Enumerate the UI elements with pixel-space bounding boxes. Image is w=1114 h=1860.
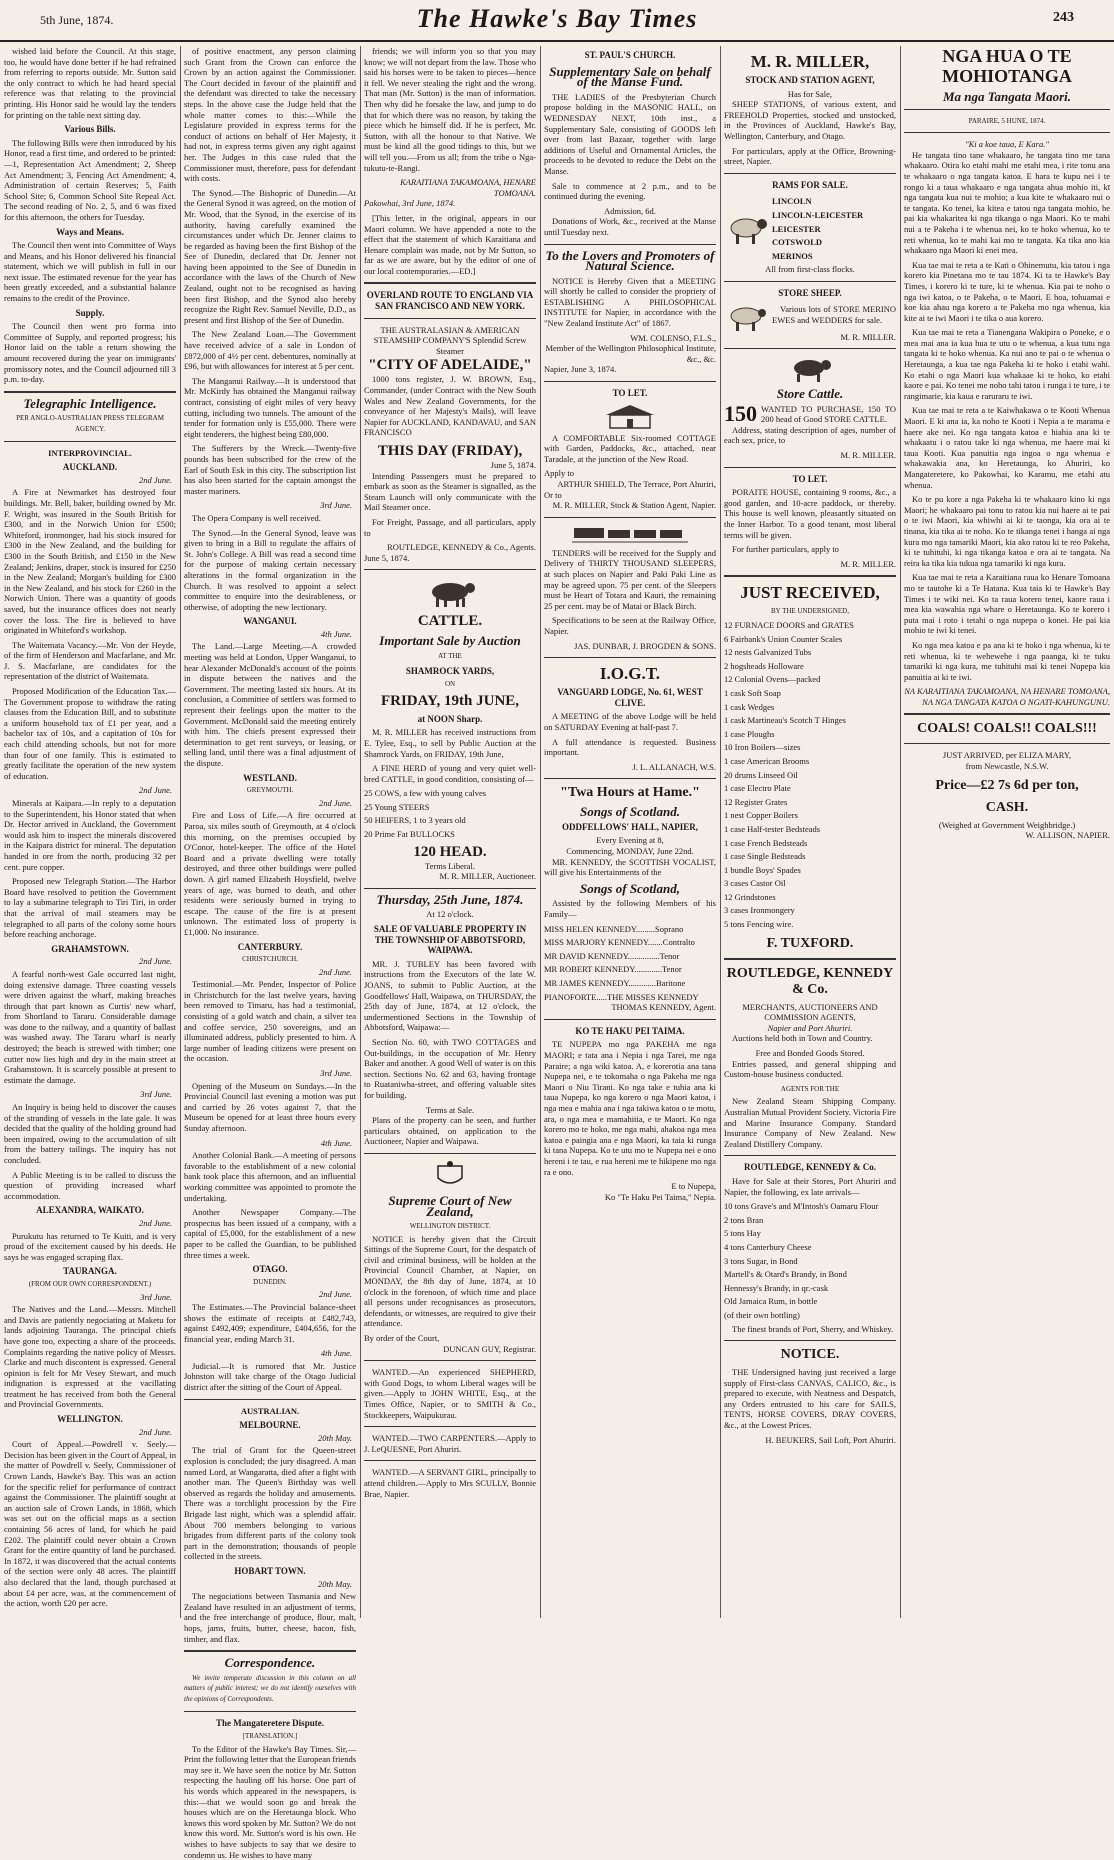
ad-text: Admission, 6d.: [604, 205, 656, 216]
ad-text: 1000 tons register, J. W. BROWN, Esq., Commander, (under Contract with the New South Wales and New Zealand Governments, for the conveyance of her Majesty's Mails), will leave Napier for AUCKLAND, KANDAVAU, and SAN FRANCISCO: [364, 374, 536, 438]
article-text: The Synod.—In the General Synod, leave was given to bring in a Bill to regulate the affairs of St. John's College. A Bill was read a second time for the purpose of making certain necessary alterations in the formal organization in the Church. It was resolved to appoint a select committee to enquire into the desirableness, or otherwise, of adopting the new lectionary.: [184, 527, 356, 612]
ad-date-big: FRIDAY, 19th JUNE,: [380, 692, 520, 709]
dateline: 2nd June.: [138, 785, 172, 796]
ad-text: Various lots of STORE MERINO EWES and WEDDERS for sale.: [772, 303, 896, 325]
ad-text: MR. J. TUBLEY has been favored with instructions from the Executors of the late W. JOANS, to submit to Public Auction, at the Goodfellows' Hall, Waipawa, on THURSDAY, the 25th day of June, 1874, at 12 o'clock, the undermentioned Sections in the Township of Abbotsford, Waipawa:—: [364, 958, 536, 1033]
goods-item: 3 cases Castor Oil: [724, 878, 786, 889]
ad-heading: "Twa Hours at Hame.": [560, 785, 700, 801]
ad-signature: JAS. DUNBAR, J. BROGDEN & SONS.: [574, 640, 716, 651]
goods-item: 1 cask Martineau's Scotch T Hinges: [724, 715, 846, 726]
ad-subheading: Songs of Scotland.: [579, 804, 681, 820]
performer-item: MR DAVID KENNEDY...............Tenor: [544, 950, 680, 961]
cattle-item: 25 COWS, a few with young calves: [364, 788, 487, 799]
ad-signature: ARTHUR SHIELD, The Terrace, Port Ahuriri,: [557, 479, 716, 489]
ad-text: JUST ARRIVED, per ELIZA MARY,: [942, 750, 1072, 761]
ad-text: A FINE HERD of young and very quiet well-bred CATTLE, in good condition, consisting of—: [364, 763, 536, 784]
ad-total: 120 HEAD.: [413, 843, 487, 860]
goods-item: (of their own bottling): [724, 1309, 800, 1320]
article-text: The Waitemata Vacancy.—Mr. Von der Heyde, of the firm of Henderson and Macfarlane, and Mr. J. S. Macfarlane, are candidates for the representation of the district of Waitemata.: [4, 639, 176, 682]
goods-item: 1 case Ploughs: [724, 728, 775, 739]
performer-item: MR JAMES KENNEDY.............Baritone: [544, 978, 686, 988]
letter-text: To the Editor of the Hawke's Bay Times. Sir,—Print the following letter that the European friends may see it. We have seen the notice by Mr. Sutton respecting the hauling off his horse. One part of his words which appeared in the newspapers, is this:—that we would soon go and break the houses which are on the Heretaunga block. Who knows this word spoken by Mr. Sutton? We do not know this word. Mr. Sutton's word is his own. He wishes to have subjects to say that we desire to condemn us. He wishes to have many: [184, 1743, 356, 1860]
place-heading: WELLINGTON.: [57, 1414, 123, 1425]
ad-text: MR. KENNEDY, the SCOTTISH VOCALIST, will give his Entertainments of the: [544, 856, 716, 878]
article-text: Purukutu has returned to Te Kuiti, and is very proud of the excitement caused by his deeds. He says he was engaged scraping flax.: [4, 1230, 176, 1262]
maori-date: PARAIRE, 5 HUNE, 1874.: [968, 116, 1046, 125]
ship-name: "CITY OF ADELAIDE,": [368, 357, 532, 374]
ad-text: Free and Bonded Goods Stored.: [755, 1048, 865, 1059]
dateline: 3rd June.: [320, 1068, 352, 1079]
performer-list: [544, 924, 716, 989]
dateline: 2nd June.: [318, 966, 352, 977]
ad-text: For particulars, apply at the Office, Browning-street, Napier.: [724, 145, 896, 167]
maori-text: Kua tae mai te reta a Karaitiana raua ko Henare Tomoana mo te tautohe ki a Te Hatana. Kua taia ki te Hawke's Bay Times i te wiki nei. Ko ta raua korero tenei, kaore raua i mea kia wawahia nga whare o Heretaunga. Ko te korero i puta mai i roto i tetahi o nga nupepa o konei. He pai kia mohio te iwi ki tenei.: [904, 572, 1110, 636]
ad-signature: Member of the Wellington Philosophical Institute, &c., &c.: [545, 343, 716, 364]
ad-price: Price—£2 7s 6d per ton,: [935, 777, 1079, 793]
ad-text: (Weighed at Government Weighbridge.): [938, 819, 1076, 830]
dateline: 2nd June.: [138, 474, 172, 485]
article-text: Judicial.—It is rumored that Mr. Justice Johnston will take charge of the Otago Judicial district after the sitting of the Court of Appeal.: [184, 1360, 356, 1393]
cattle-item: 20 Prime Fat BULLOCKS: [364, 829, 455, 840]
editorial-note: We invite temperate discussion in this column on all matters of public interest; we do not identify ourselves with the opinions of Correspondents.: [184, 1673, 356, 1703]
ad-text: WANTED.—A SERVANT GIRL, principally to attend children.—Apply to Mrs SCULLY, Bonnie Brae, Napier.: [364, 1467, 536, 1499]
ad-signature: H. BEUKERS, Sail Loft, Port Ahuriri.: [765, 1434, 896, 1445]
ad-text: Address, stating description of ages, number of each sex, price, to: [724, 424, 896, 446]
breed-item: LINCOLN-LEICESTER: [772, 209, 864, 220]
ad-heading: STORE SHEEP.: [778, 287, 842, 298]
goods-item: Martell's & Otard's Brandy, in Bond: [724, 1269, 847, 1280]
section-heading: Supply.: [75, 307, 105, 318]
maori-section-title: NGA HUA O TE MOHIOTANGA: [942, 46, 1072, 86]
goods-item: 12 Grindstones: [724, 891, 776, 902]
article-text: The Opera Company is well received.: [192, 512, 321, 523]
ad-heading: COALS! COALS!! COALS!!!: [917, 721, 1097, 737]
article-text: Proposed new Telegraph Station.—The Harbor Board have resolved to petition the Government to lay a submarine telegraph to Tiri Tiri, in order that the arrival of mail steamers may be telegraphed to all parts of the colony some hours before reaching anchorage.: [4, 876, 176, 940]
article-text: The Synod.—The Bishopric of Dunedin.—At the General Synod it was agreed, on the motion of Mr. Wood, that the Synod, in the exercise of its authority, having carefully examined the circumstances under which Dr. Jenner claims to be regarded as having been the first Bishop of the See of Dunedin, declared that Dr. Jenner not having been appointed to the See of Dunedin in accordance with the laws of the Church of New Zealand, ought not to be recognised as having been first Bishop, and the Synod also hereby recognize the Right Rev. Samuel Neville, D.D., as present and first Bishop of the See of Dunedin.: [184, 187, 356, 325]
place-subheading: GREYMOUTH.: [246, 786, 294, 795]
ad-text: A COMFORTABLE Six-roomed COTTAGE with Garden, Paddocks, &c., attached, near Taradale, at the junction of the New Road.: [544, 432, 716, 464]
article-text: The Land.—Large Meeting.—A crowded meeting was held at London, Upper Wanganui, to hear Alexander McDonald's account of the points in dispute between the natives and the Government. The meeting lasted six hours. At its conclusion, a Committee of settlers was formed to represent their feelings upon the matter to the Government. McDonald said the meeting entirely with him. The chiefs present expressed their determination to get rent surveys, or leasing, or selling land, until there was a final adjustment of the dispute.: [184, 641, 356, 768]
article-text: An Inquiry is being held to discover the causes of the stranding of vessels in the late gale. It was decided that the quality of the holding ground had been impaired, owing to the accumulation of silt from the battery tailings. The inquiry has not concluded.: [4, 1102, 176, 1165]
dateline: 2nd June.: [318, 1289, 352, 1300]
maori-motto: "Ki a koe taua, E Kara.": [965, 139, 1049, 150]
ad-big-number: 150: [724, 400, 757, 426]
place-heading: AUCKLAND.: [62, 462, 118, 473]
ad-signature: M. R. MILLER.: [840, 450, 896, 461]
ad-text: Assisted by the following Members of his Family—: [544, 898, 716, 920]
goods-item: 1 cask Wedges: [724, 701, 775, 712]
dateline: 20th May.: [318, 1578, 352, 1589]
ad-text: For Freight, Passage, and all particulars, apply to: [364, 516, 536, 538]
maori-text: TE NUPEPA mo nga PAKEHA me nga MAORI; e tata ana i Nepia i nga Tarei, me nga Paraire; a nga wiki katoa. A, e korerotia ana tana Nupepa nei, e te tokomaha o nga Pakeha me nga Maori o Niu Tirani. Ko nga take e tuhia ana ki taua Nupepa, ko nga korero o nga Maori katoa, i nga mea e mahia ana i nga takiwa katoa o te motu, ara, o nga mea e mamahitia, e te Maori. Ko nga korero mo te hoko, me nga mahi, ahakoa nga mea katoa e paingia ana e nga Maori, ka taia ki runga ki tana Nupepa. Ko te utu mo te Nupepa nei e ono hereni i te tau, e rua hereni me te hikipene mo nga ra e ono.: [544, 1039, 716, 1177]
place-heading: WESTLAND.: [243, 772, 297, 783]
cattle-item: 25 Young STEERS: [364, 801, 430, 812]
ram-icon: [724, 212, 768, 246]
performer-item: MISS HELEN KENNEDY.........Soprano: [544, 923, 684, 934]
ad-subheading: STOCK AND STATION AGENT,: [745, 75, 875, 85]
article-text: The New Zealand Loan.—The Government have received advice of a sale in London of £872,000 of 4½ per cent. debentures, nominally at £96, but with allowances for interest at 5 per cent.: [184, 329, 356, 372]
goods-item: 2 tons Bran: [724, 1214, 764, 1225]
ad-heading: OVERLAND ROUTE TO ENGLAND VIA SAN FRANCISCO AND NEW YORK.: [366, 290, 534, 312]
letter-signature: KARAITIANA TAKAMOANA, HENARE TOMOANA.: [400, 177, 536, 198]
train-icon: [570, 524, 690, 544]
ad-signature: DUNCAN GUY, Registrar.: [443, 1343, 536, 1354]
ad-text: Specifications to be seen at the Railway Office, Napier.: [544, 615, 716, 636]
place-heading: ALEXANDRA, WAIKATO.: [36, 1205, 144, 1216]
column-3: [364, 46, 536, 1618]
goods-item: 1 case Electro Plate: [724, 783, 791, 794]
ad-text: WANTED.—TWO CARPENTERS.—Apply to J. LeQUESNE, Port Ahuriri.: [364, 1433, 536, 1454]
cattle-item: 50 HEIFERS, 1 to 3 years old: [364, 815, 466, 826]
goods-item: 5 tons Hay: [724, 1228, 761, 1239]
ad-heading: Store Cattle.: [776, 386, 844, 402]
dateline: 4th June.: [320, 1137, 352, 1148]
ad-text: Apply to: [544, 468, 574, 479]
ad-text: Intending Passengers must be prepared to embark as soon as the Steamer is signalled, as the Steam Launch will only communicate with the Mail Steamer once.: [364, 470, 536, 513]
article-text: A Fire at Newmarket has destroyed four buildings. Mr. Bell, baker, building owned by Mr. F. Wright, was insured in the South British for £300, and in the Norwich Union for £500; Whiteford, ironmonger, had his stock insured for £300 in the New Zealand, and the building for £300 in the South British, and £150 in the New Zealand; Jenkins, draper, stock is insured for £250 in the New Zealand; Morgan's building for £300 in the New Zealand, and his stock for £260 in the Norwich Union. There was a quantity of goods saved, but the insurance offices does not nearly cover the loss. The fire is believed to have originated in Whiteford's workshop.: [4, 487, 176, 636]
ad-subheading: VANGUARD LODGE, No. 61, WEST CLIVE.: [557, 687, 703, 708]
ad-date: June 5, 1874.: [490, 460, 536, 470]
ad-text: SHEEP STATIONS, of various extent, and FREEHOLD Properties, stocked and unstocked, in the Provinces of Auckland, Hawke's Bay, Wellington, Canterbury, and Otago.: [724, 99, 896, 141]
maori-text: Ko te pu kore a nga Pakeha ki te whakaaro kino ki nga Maori; he whakaaro pai tonu to ratou kia nui haere ai te pai o te iwi Maori, kia whiwhi ai ki te taonga, kia ora ai te tinana, kia tika ai te noho. Ko te tikanga tenei i hanga ai nga kura mo nga tamariki Maori, kia ako ratou ki te reo Pakeha, ki te tuhituhi, ki nga tikanga katoa e ora ai te tangata. Na reira ka tika kia tukua nga tamariki ki nga kura.: [904, 494, 1110, 568]
goods-item: 1 case American Brooms: [724, 755, 810, 766]
ad-text: Section No. 60, with TWO COTTAGES and Out-buildings, in the occupation of Mr. Henry Baker and another. A good Well of water is on this section. Sections No. 62 and 63, having frontage to Ruataniwha-street, and offering valuable sites for building.: [364, 1036, 536, 1100]
column-1: [4, 46, 176, 1618]
dateline: 3rd June.: [320, 500, 352, 511]
goods-item: 1 case French Bedsteads: [724, 837, 808, 848]
maori-section-subtitle: Ma nga Tangata Maori.: [942, 89, 1072, 104]
article-text: The trial of Grant for the Queen-street explosion is concluded; the jury disagreed. A man named Lord, at Wangaratta, died after a fight with another man. The Queen's Birthday was well observed as regards the holiday and amusements. There was a torchlight procession by the Fire Brigade last night, which was a splendid affair. About 700 members belonging to various brigades from different parts of the colony took part in the demonstration; thousands of people collected in the streets.: [184, 1445, 356, 1562]
maori-text: Kua tae mai te reta a Tianengana Wakipira o Poneke, e o mea mai ana ia kua hua te utu o te whenua, a kua tutu nga tangata ki te hoko whenua. Ka nui ano te pai o te whenua o Heretaunga, a kua tae nga Pakeha ki te hoko i etahi wahi. Ko etahi o nga Maori kua whakaae ki te hoko, ko etahi kaore e pai. Ko tenei me noho tahi tatou i runga i te ture, i te rangimarie, kia kaua e raruraru te iwi.: [904, 327, 1110, 401]
goods-item: 6 Fairbank's Union Counter Scales: [724, 633, 843, 644]
place-heading: WANGANUI.: [243, 616, 297, 627]
dateline: 4th June.: [320, 628, 352, 639]
ad-text: New Zealand Steam Shipping Company. Australian Mutual Provident Society. Victoria Fire and Marine Insurance Company. Standard Insurance Company of New Zealand. New Zealand Distillery Company.: [724, 1096, 896, 1149]
ad-text: TENDERS will be received for the Supply and Delivery of THIRTY THOUSAND SLEEPERS, at such places on Napier and Paki Paki Line as may be agreed upon. 75 per cent. of the Sleepers must be Heart of Totara and Kauri, the remaining 25 per cent. may be of Matai or Black Birch.: [544, 547, 716, 611]
cattle-icon: [785, 355, 835, 383]
ad-text: Entries passed, and general shipping and Custom-house business conducted.: [724, 1058, 896, 1080]
goods-item: 12 Colonial Ovens—packed: [724, 674, 821, 685]
column-divider: [720, 46, 721, 1618]
ad-text: Plans of the property can be seen, and further particulars obtained, on application to the Auctioneer, Napier and Waipawa.: [364, 1115, 536, 1147]
ad-venue: SHAMROCK YARDS,: [405, 665, 495, 676]
cow-icon: [420, 576, 480, 608]
section-title: Correspondence.: [224, 1655, 316, 1671]
column-5: [724, 46, 896, 1618]
ad-text: AT THE: [438, 651, 462, 660]
ad-terms: Terms at Sale.: [425, 1104, 475, 1115]
sheep-icon: [724, 302, 768, 332]
performer-item: MISS MARJORY KENNEDY.......Contralto: [544, 937, 695, 948]
goods-item: 12 FURNACE DOORS and GRATES: [724, 620, 854, 630]
ad-heading: RAMS FOR SALE.: [772, 179, 848, 190]
article-text: The following Bills were then introduced by his Honor, read a first time, and ordered to be printed:—1, Representation Act Amendment; 2, Sheep Act Amendment; 3, Fencing Act Amendment; 4, Administration of certain Reserves; 5, Faith School Site; 6, Common School Site Repeal Act. The second reading of No. 2, 5, and 6 was fixed for this afternoon, the others for Tuesday.: [4, 137, 176, 222]
dateline: 2nd June.: [318, 797, 352, 808]
ad-signature: E to Nupepa,: [671, 1181, 716, 1192]
ad-text: from Newcastle, N.S.W.: [965, 761, 1049, 772]
goods-item: 1 case Half-tester Bedsteads: [724, 823, 821, 834]
place-heading: HOBART TOWN.: [234, 1565, 306, 1576]
cattle-list: [364, 788, 536, 839]
column-divider: [180, 46, 181, 1618]
ad-text: M. R. MILLER has received instructions from E. Tylee, Esq., to sell by Public Auction at the Shamrock Yards, on FRIDAY, 19th June,: [364, 727, 536, 759]
goods-item: 12 nests Galvanized Tubs: [724, 647, 812, 658]
column-6: [904, 46, 1110, 1618]
ad-text: PIANOFORTE.....THE MISSES KENNEDY: [544, 991, 699, 1002]
article-text: A fearful north-west Gale occurred last night, doing extensive damage. Three coasting vessels were driven against the wharf, making breaches through that part known as Curtis' new wharf, from Shortland to Tararu. Considerable damage was done to the railway, and a quantity of ballast was washed away. The Tararu wharf is nearly destroyed; the beach is strewed with timber; one cutter now lies high and dry in the main street at Grahamstown. It is scarcely possible at present to estimate the damage.: [4, 968, 176, 1085]
ad-subheading: SALE OF VALUABLE PROPERTY IN THE TOWNSHIP OF ABBOTSFORD, WAIPAWA.: [373, 924, 527, 956]
ad-signature: M. R. MILLER.: [840, 331, 896, 342]
ad-subheading: THE AUSTRALASIAN & AMERICAN STEAMSHIP COMPANY'S Splendid Screw Steamer: [373, 324, 527, 356]
page-number: 243: [1053, 10, 1074, 25]
column-divider: [900, 46, 901, 1618]
masthead: [0, 0, 1114, 42]
ad-heading: JUST RECEIVED,: [740, 583, 880, 603]
dateline: 3rd June.: [140, 1089, 172, 1100]
goods-list-2: [724, 1215, 896, 1321]
ad-time: Every Evening at 8,: [596, 835, 664, 846]
ad-subheading: WELLINGTON DISTRICT.: [409, 1222, 491, 1231]
ad-heading: TO LET.: [792, 473, 828, 484]
ad-text: THE Undersigned having just received a large supply of First-class CANVAS, CALICO, &c., is prepared to execute, with Neatness and Despatch, any Orders entrusted to his care for SAILS, TENTS, HORSE COVERS, DRAY COVERS, &c., at the Lowest Prices.: [724, 1367, 896, 1431]
ad-signature: Ko "Te Haku Pei Taima," Nepia.: [604, 1191, 716, 1202]
section-heading: Ways and Means.: [56, 226, 124, 237]
ad-terms: CASH.: [985, 799, 1029, 815]
article-text: Minerals at Kaipara.—In reply to a deputation to the Superintendent, his Honor stated that when Dr. Hector arrived in Auckland, the Government would ask him to inspect the minerals discovered in the Kaipara district for mineral. The deputation handed in ore from the north, producing 32 per cent. pure copper.: [4, 798, 176, 872]
dateline: 2nd June.: [138, 1426, 172, 1437]
article-text: Testimonial.—Mr. Pender, Inspector of Police in Christchurch for the last twelve years, having been removed to Timaru, has had a testimonial, consisting of a gold watch and chain, a silver tea and coffee service, 250 sovereigns, and an illuminated address, publicly presented to him. A large number of leading citizens were present on the occasion.: [184, 979, 356, 1064]
ad-signature: W. ALLISON, NAPIER.: [1025, 830, 1110, 841]
ad-heading: KO TE HAKU PEI TAIMA.: [575, 1025, 685, 1036]
dateline: 2nd June.: [138, 956, 172, 967]
dateline: 3rd June.: [140, 1291, 172, 1302]
ad-text: THE LADIES of the Presbyterian Church propose holding in the MASONIC HALL, on WEDNESDAY NEXT, 10th inst., a Supplementary Sale, consisting of GOODS left over from last Bazaar, together with large additions of Useful and Ornamental Articles, the proceeds to be devoted to reduce the Debt on the Manse.: [544, 91, 716, 176]
article-text: A Public Meeting is to be called to discuss the question of providing increased wharf accommodation.: [4, 1169, 176, 1201]
article-text: Another Colonial Bank.—A meeting of persons favorable to the establishment of a new colonial bank took place this afternoon, and an influential working committee was appointed to promote the undertaking.: [184, 1150, 356, 1203]
ad-time: at NOON Sharp.: [417, 713, 483, 724]
ad-signature: ROUTLEDGE, KENNEDY & Co., Agents.: [387, 542, 536, 553]
ad-date: Commencing, MONDAY, June 22nd.: [566, 846, 694, 857]
ad-signature: M. R. MILLER, Auctioneer.: [439, 871, 536, 882]
maori-text: Kua tae mai te reta a te Kati o Ohinemutu, kia tatou i nga korero kia Pinetana mo te tau 1874. Ki ta te Hawke's Bay Times, i korero ki te ture, ki te whenua. Kia pai te noho o nga iwi katoa, o te Pakeha, o te Maori. E hoa, tohuamai e koe kia ahau nga korero a te Pakeha mo nga whenua, kia kite ai te iwi Maori i te tika o aua korero.: [904, 259, 1110, 323]
article-text: The Estimates.—The Provincial balance-sheet shows the estimate of receipts at £482,743, against £492,409; expenditure, £404,656, for the financial year, ending March 31.: [184, 1301, 356, 1344]
ad-text: The finest brands of Port, Sherry, and Whiskey.: [732, 1323, 894, 1334]
ad-text: NOTICE is hereby given that the Circuit Sittings of the Supreme Court, for the despatch of civil and criminal business, will be holden at the Provincial Council Chamber, at Napier, on MONDAY, the 8th day of June, 1874, at 10 o'clock in the forenoon, of which time and place all persons under recognisances as prosecutors, defendants, or witnesses, are required to give their attendance.: [364, 1233, 536, 1329]
ad-text: 10 tons Grave's and M'Intosh's Oamaru Flour: [724, 1201, 879, 1212]
ad-time: At 12 o'clock.: [426, 909, 474, 920]
place-heading: CANTERBURY.: [237, 941, 303, 952]
royal-arms-icon: [430, 1160, 470, 1190]
goods-item: 4 tons Canterbury Cheese: [724, 1241, 812, 1252]
dateline: 2nd June.: [138, 1217, 172, 1228]
goods-item: 2 hogsheads Holloware: [724, 660, 804, 671]
ad-heading: Supreme Court of New Zealand,: [388, 1192, 512, 1219]
letter-heading: The Mangateretere Dispute.: [216, 1717, 324, 1728]
goods-item: Hennessy's Brandy, in qr.-cask: [724, 1282, 829, 1293]
ad-subheading: Important Sale by Auction: [379, 633, 521, 649]
ad-heading: ROUTLEDGE, KENNEDY & Co.: [744, 1162, 876, 1173]
ad-highlight: THIS DAY (FRIDAY),: [377, 443, 523, 459]
section-subtitle: PER ANGLO-AUSTRALIAN PRESS TELEGRAM AGENCY.: [16, 414, 164, 433]
section-heading: AUSTRALIAN.: [240, 1405, 300, 1416]
ad-subheading: MERCHANTS, AUCTIONEERS AND COMMISSION AGENTS,: [742, 1001, 878, 1023]
ad-text: A full attendance is requested. Business important.: [544, 736, 716, 758]
ad-text: ON: [444, 680, 456, 689]
newspaper-title: The Hawke's Bay Times: [416, 4, 698, 33]
ad-signature: J. L. ALLANACH, W.S.: [632, 761, 716, 772]
issue-date: 5th June, 1874.: [40, 13, 114, 27]
goods-item: Old Jamaica Rum, in bottle: [724, 1296, 818, 1307]
breed-item: COTSWOLD: [772, 237, 823, 248]
place-subheading: (FROM OUR OWN CORRESPONDENT.): [28, 1279, 152, 1288]
article-text: Fire and Loss of Life.—A fire occurred at Paroa, six miles south of Greymouth, at 4 o'clock this morning, on the premises occupied by O'Conor, hotel-keeper. The office of the Hotel Board and a private dwelling were totally destroyed, and three other buildings were pulled down. A girl named Elizabeth Hoysfield, twelve years of age, was burned to death, and other residents were seriously burned in trying to escape. The cause of the fire is at present unknown. The estimated loss of property is £1,000. No insurance.: [184, 810, 356, 937]
ad-text: WANTED TO PURCHASE, 150 TO 200 head of Good STORE CATTLE.: [761, 403, 896, 425]
ad-signature: M. R. MILLER.: [840, 558, 896, 569]
ad-signature: WM. COLENSO, F.L.S.,: [630, 332, 716, 343]
article-text: The Council then went into Committee of Ways and Means, and his Honor delivered his financial statement, which we will publish in full in our next issue. The estimated revenue for the year has been greatly exceeded, and a substantial balance remains to the credit of the Province.: [4, 240, 176, 304]
ad-heading: I.O.G.T.: [599, 664, 661, 684]
letter-place: Pakowhai, 3rd June, 1874.: [364, 198, 456, 209]
column-divider: [360, 46, 361, 1618]
ad-heading: To the Lovers and Promoters of Natural Science.: [545, 247, 715, 274]
ad-heading: CATTLE.: [417, 613, 483, 630]
ad-text: WANTED.—An experienced SHEPHERD, with Good Dogs, to whom Liberal wages will be given.—Apply to JOHN WHITE, Esq., at the Times Office, Napier, or to SMITH & Co., Stockkeepers, Waipukurau.: [364, 1367, 536, 1420]
place-subheading: CHRISTCHURCH.: [242, 955, 298, 964]
goods-item: 3 cases Ironmongery: [724, 905, 795, 916]
goods-item: 1 cask Soft Soap: [724, 687, 781, 698]
ad-text: PORAITE HOUSE, containing 9 rooms, &c., a good garden, and 10-acre paddock, or thereby. This house is well known, pleasantly situated on the Inner Harbor. To a good tenant, most liberal terms will be given.: [724, 487, 896, 540]
section-heading: Various Bills.: [64, 124, 116, 135]
article-text: The Natives and the Land.—Messrs. Mitchell and Davis are patiently negociating at Maketu for lands adjoining Tauranga. The principal chiefs have gone too, expecting a share of the proceeds. Complaints regarding the native policy of Messrs. Clarke and much discontent is expressed. General opinion is felt for Mr Vesey Stewart, and much indignation is expressed at the vacillating treatment he has received from both the General and Provincial Governments.: [4, 1304, 176, 1410]
dateline: 4th June.: [320, 1348, 352, 1359]
column-divider: [540, 46, 541, 1618]
ad-date: June 5, 1874.: [364, 552, 410, 563]
maori-signoff: NA KARAITIANA TAKAMOANA, NA HENARE TOMOANA, NA NGA TANGATA KATOA O NGATI-KAHUNGUNU.: [904, 686, 1110, 707]
place-subheading: DUNEDIN.: [253, 1277, 287, 1286]
ad-heading: ROUTLEDGE, KENNEDY & Co.: [726, 965, 894, 997]
goods-item: 20 drums Linseed Oil: [724, 769, 798, 780]
ad-text: Has for Sale,: [787, 88, 833, 99]
letter-text: friends; we will inform you so that you may know; we will not depart from the law. Those who said his horses were to be taken to pieces—hence it fell. We never stealing the right and the wrong. That man (Mr. Sutton) is the man of information. Then why did he forsake the law, and jump to do that for which there was no reason, by taking the piece which he himself did. If he is perfect, Mr. Sutton, with all the honour to that Native. We must be kind all the good tidings to this, but we will tell you.—From us all; from the tribe o Nga-tukutu-te-Rangi.: [364, 46, 536, 173]
article-text: The Council then went pro forma into Committee of Supply, and reported progress; his Honor laid on the table a return showing the amount recovered during the year on immigrants' promissory notes, and the Council adjourned till 3 p.m. to-day.: [4, 321, 176, 385]
letter-subheading: [TRANSLATION.]: [242, 1732, 298, 1741]
ad-text: All from first-class flocks.: [765, 264, 855, 275]
article-text: The Manganui Railway.—It is understood that Mr. McKirdy has obtained the Manganui railway contract, consisting of eight miles of very heavy cutting, including two tunnels. The amount of the tender for formation only is £55,000. There were eight tenderers, the highest being £80,000.: [184, 375, 356, 439]
breed-item: LINCOLN: [772, 196, 812, 207]
ad-subheading: AGENTS FOR THE: [780, 1084, 840, 1093]
ad-heading: Thursday, 25th June, 1874.: [376, 891, 524, 907]
ad-text: Napier and Port Ahuriri.: [767, 1022, 853, 1033]
ad-heading: ST. PAUL'S CHURCH.: [584, 50, 676, 60]
ad-signature: F. TUXFORD.: [766, 935, 854, 951]
ad-text: By order of the Court,: [364, 1333, 440, 1344]
ad-text: For further particulars, apply to: [732, 544, 839, 555]
ad-text: A MEETING of the above Lodge will be held on SATURDAY Evening at half-past 7.: [544, 711, 716, 732]
goods-item: 10 Iron Boilers—sizes: [724, 742, 801, 753]
goods-list: [724, 620, 896, 930]
ad-subheading: Songs of Scotland,: [579, 880, 681, 896]
ad-venue: ODDFELLOWS' HALL, NAPIER,: [561, 821, 699, 832]
article-text: The Sufferers by the Wreck.—Twenty-five pounds has been subscribed for the crew of the Earl of South Esk in this city. The subscription list has also been started for the captain amongst the master mariners.: [184, 443, 356, 496]
goods-item: 1 case Single Bedsteads: [724, 851, 806, 862]
column-2: [184, 46, 356, 1860]
breed-item: MERINOS: [772, 250, 813, 261]
breeds-list: [772, 193, 863, 264]
place-heading: TAURANGA.: [63, 1266, 117, 1277]
ad-signature: M. R. MILLER, Stock & Station Agent, Napier.: [552, 500, 716, 511]
ad-subheading: BY THE UNDERSIGNED,: [771, 607, 849, 616]
goods-item: 1 bundle Boys' Spades: [724, 864, 801, 875]
breed-item: LEICESTER: [772, 223, 821, 234]
ad-heading: TO LET.: [612, 388, 648, 399]
column-4: [544, 46, 716, 1618]
ad-heading: M. R. MILLER,: [750, 52, 870, 71]
ad-text: NOTICE is Hereby Given that a MEETING will shortly be called to consider the propriety of ESTABLISHING A PHILOSOPHICAL INSTITUTE for Napier, in accordance with the "New Zealand Institute Act" of 1867.: [544, 275, 716, 329]
ad-text: Donations of Work, &c., received at the Manse until Tuesday next.: [544, 216, 716, 237]
ad-terms: Terms Liberal.: [425, 860, 475, 871]
goods-item: 5 tons Fencing wire.: [724, 919, 794, 930]
ad-signature: THOMAS KENNEDY, Agent.: [611, 1002, 716, 1013]
place-heading: MELBOURNE.: [239, 1420, 301, 1431]
ad-text: Have for Sale at their Stores, Port Ahuriri and Napier, the following, ex late arrivals—: [724, 1175, 896, 1197]
article-text: Another Newspaper Company.—The prospectus has been issued of a company, with a capital of £5,000, for the establishment of a new paper to be called the Guardian, to be published three times a week.: [184, 1207, 356, 1260]
place-heading: GRAHAMSTOWN.: [51, 943, 129, 954]
maori-text: Ko nga mea katoa e pa ana ki te hoko i nga whenua, ki te reti whenua, ki te wehewehe i nga paanga, ki te tuku tamariki ki nga kura, me tuhituhi mai ki tenei Nupepa kia panuitia ai ki te iwi.: [904, 639, 1110, 682]
article-text: of positive enactment, any person claiming such Grant from the Crown can enforce the Crown by an action against the Commissioner. The Court decided in favour of the plaintiff and the defendant was directed to take the necessary steps. In the above case the Judge held that the whole matter comes to this:—While the Legislature provided in express terms for the conduct of actions on behalf of Her Majesty, it had not, in express terms given any right against her. The Judges in this case ruled that the Commissioner must, therefore, pass for defendant with costs.: [184, 46, 356, 184]
ad-text: Auctions held both in Town and Country.: [732, 1033, 873, 1044]
editor-note: [This letter, in the original, appears in our Maori column. We have appended a note to the effect that the statement of which Karaitiana and Henare complain was made, not by Mr Sutton, so far as we are aware, but by the editor of one of our local contemporaries.—ED.]: [364, 212, 536, 276]
maori-text: Kua tae mai te reta a te Kaiwhakawa o te Kooti Whenua Maori. E ki ana ia, ka noho te Kooti i Nepia a te marama e haere ake nei. Ko nga tangata katoa e hiahia ana ki te whakaatu i o ratou take ki nga whenua, me haere mai ki taua Kooti. Kua panuitia nga ingoa o nga whenua e whakawakia ana, ko Heretaunga, ko Ahuriri, ko Mangateretere, ko Pakowhai, ko Karamu, me etahi atu whenua.: [904, 405, 1110, 490]
goods-item: 12 Register Grates: [724, 796, 788, 807]
ad-text: Sale to commence at 2 p.m., and to be continued during the evening.: [544, 180, 716, 202]
place-heading: OTAGO.: [252, 1264, 288, 1275]
goods-item: 3 tons Sugar, in Bond: [724, 1255, 798, 1266]
performer-item: MR ROBERT KENNEDY.............Tenor: [544, 964, 682, 975]
section-title: Telegraphic Intelligence.: [23, 395, 157, 411]
dateline: 20th May.: [318, 1432, 352, 1443]
section-heading: INTERPROVINCIAL.: [48, 447, 132, 458]
article-text: Proposed Modification of the Education Tax.—The Government propose to withdraw the rating clauses from the Education Bill, and to substitute a uniform household tax of £1 per year, and a bachelor tax of 10s, and a capitation of 10s for each child attending schools, but not for more than four of one family. This is estimated to greatly facilitate the operation of the new system of education.: [4, 686, 176, 781]
house-icon: [600, 403, 660, 429]
article-text: The negociations between Tasmania and New Zealand have resulted in an adjustment of terms, and the free interchange of produce, flour, malt, hops, jams, fruits, butter, cheese, bacon, fish, timber, and flax.: [184, 1591, 356, 1644]
article-text: Opening of the Museum on Sundays.—In the Provincial Council last evening a motion was put and carried by 26 votes against 7, that the Museum be opened for at least three hours every Sunday afternoon.: [184, 1080, 356, 1133]
goods-item: 1 nest Copper Boilers: [724, 810, 798, 821]
article-text: wished laid before the Council. At this stage, too, he would have done better if he had refrained from referring to reports outside. Mr. Sutton said the only contract to which he had heard special reference was that relating to the provincial printing. His Honor said he would lay the tenders for printing on the table next sitting day.: [4, 46, 176, 120]
maori-text: He tangata tino tane whakaaro, he tangata tino me tana whakaaro. Otira ko etahi mahi me etahi mea, i rite tonu ana te whakaaro o nga tangata katoa. E hara te kupu nei i te rongo ki a taua whakaaro e nga tangata ahua mohio iti, kī nga tangata kua nui te mohio; a kua kite te whakaaro nui o te tangata. Ko tenei, ka kitea e tatou nga tangata mohio, he pai kia whakaritea ki nga tikanga o nga Maori. Ko te mahi nui a te Pakeha i te whenua nei, ko te hoko whenua, ko te reti whenua, ko te mahi kai mo te tangata. Ka tika ano kia whakaaro nga Maori ki enei mea.: [904, 149, 1110, 256]
article-text: Court of Appeal.—Powdrell v. Seely.—Decision has been given in the Court of Appeal, in the matter of Powdrell v. Seely, Commissioner of Crown Lands, Hawke's Bay. This was an action for the specific relief for performance of contract against the Commissioner. The plaintiff sought at an auction sale of Crown Lands, in 1868, which was set out on the official maps as a section containing 56 acres of land, for which he paid £202. The plaintiff could never obtain a Crown Grant for the entire quantity of land he purchased. In 1872, it was discovered that the actual contents of the section were only 48 acres. The plaintiff also declared that the land, though purchased at about £4 per acre, was, at the commencement of the action, worth £20 per acre.: [4, 1439, 176, 1609]
ad-text: Or to: [544, 489, 562, 500]
ad-subheading: Supplementary Sale on behalf of the Manse Fund.: [549, 63, 711, 90]
ad-date: Napier, June 3, 1874.: [544, 364, 617, 375]
ad-heading: NOTICE.: [780, 1347, 840, 1363]
